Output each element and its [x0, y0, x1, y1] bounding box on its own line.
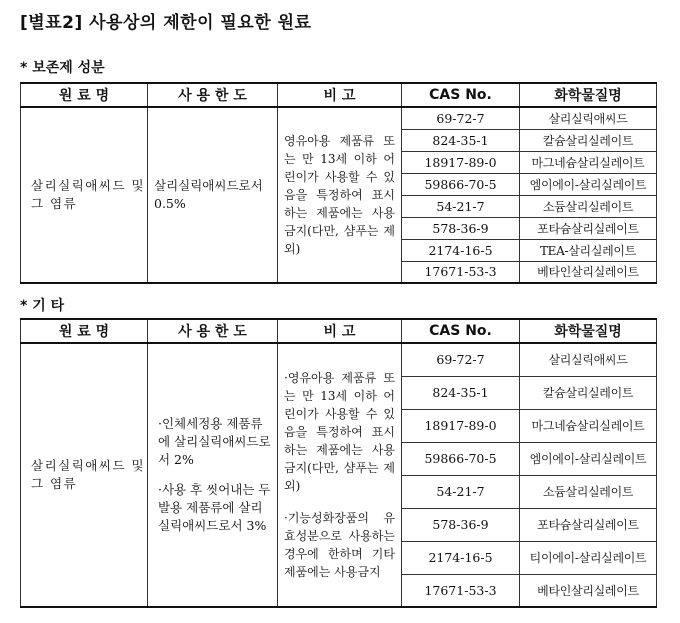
cas-cell: 18917-89-0 [402, 409, 520, 442]
note-cell [278, 343, 402, 607]
table-row [21, 343, 657, 376]
preservative-table [20, 82, 657, 284]
chemical-cell: 소듐살리실레이트 [520, 475, 657, 508]
chemical-cell: 마그네슘살리실레이트 [520, 409, 657, 442]
note-item: ·영유아용 제품류 또는 만 13세 이하 어린이가 사용할 수 있음을 특정하여 표시하는 제품에는 사용금지(다만, 샴푸는 제외) [284, 371, 395, 493]
cas-cell: 17671-53-3 [402, 574, 520, 607]
cas-cell: 2174-16-5 [402, 541, 520, 574]
table-header-row [21, 83, 657, 107]
chemical-cell: TEA-살리실레이트 [520, 239, 657, 261]
cas-cell: 54-21-7 [402, 475, 520, 508]
chemical-cell: 베타인살리실레이트 [520, 574, 657, 607]
other-table [20, 318, 657, 608]
section-heading-other: * 기 타 [20, 298, 65, 314]
table-row [21, 107, 657, 129]
chemical-cell: 칼슘살리실레이트 [520, 376, 657, 409]
header-cas: CAS No. [402, 319, 520, 343]
cas-cell: 578-36-9 [402, 508, 520, 541]
cas-cell: 824-35-1 [402, 129, 520, 151]
header-ingredient: 원 료 명 [21, 319, 148, 343]
cas-cell: 59866-70-5 [402, 442, 520, 475]
limit-cell [148, 343, 278, 607]
header-chemical: 화학물질명 [520, 319, 657, 343]
limit-item: ·인체세정용 제품류에 살리실릭애씨드로서 2% [158, 416, 271, 467]
chemical-cell: 엠이에이-살리실레이트 [520, 442, 657, 475]
header-chemical: 화학물질명 [520, 83, 657, 107]
chemical-cell: 소듐살리실레이트 [520, 195, 657, 217]
limit-item: ·사용 후 씻어내는 두발용 제품류에 살리실릭애씨드로서 3% [158, 482, 271, 533]
page-title: [별표2] 사용상의 제한이 필요한 원료 [20, 13, 312, 33]
ingredient-cell: 살리실릭애씨드 및 그 염류 [21, 343, 148, 607]
chemical-cell: 칼슘살리실레이트 [520, 129, 657, 151]
chemical-cell: 포타슘살리실레이트 [520, 508, 657, 541]
table-header-row [21, 319, 657, 343]
cas-cell: 54-21-7 [402, 195, 520, 217]
chemical-cell: 살리실릭애씨드 [520, 343, 657, 376]
note-item: ·기능성화장품의 유효성분으로 사용하는 경우에 한하며 기타 제품에는 사용금지 [284, 511, 395, 579]
cas-cell: 69-72-7 [402, 343, 520, 376]
header-ingredient: 원 료 명 [21, 83, 148, 107]
cas-cell: 17671-53-3 [402, 261, 520, 283]
cas-cell: 69-72-7 [402, 107, 520, 129]
chemical-cell: 살리실릭애씨드 [520, 107, 657, 129]
header-cas: CAS No. [402, 83, 520, 107]
chemical-cell: 포타슘살리실레이트 [520, 217, 657, 239]
cas-cell: 2174-16-5 [402, 239, 520, 261]
limit-cell: 살리실릭애씨드로서 0.5% [148, 107, 278, 283]
note-cell: 영유아용 제품류 또는 만 13세 이하 어린이가 사용할 수 있음을 특정하여 표시하는 제품에는 사용금지(다만, 샴푸는 제외) [278, 107, 402, 283]
cas-cell: 59866-70-5 [402, 173, 520, 195]
header-limit: 사 용 한 도 [148, 319, 278, 343]
header-note: 비 고 [278, 83, 402, 107]
chemical-cell: 티이에이-살리실레이트 [520, 541, 657, 574]
cas-cell: 824-35-1 [402, 376, 520, 409]
chemical-cell: 베타인살리실레이트 [520, 261, 657, 283]
cas-cell: 18917-89-0 [402, 151, 520, 173]
cas-cell: 578-36-9 [402, 217, 520, 239]
chemical-cell: 마그네슘살리실레이트 [520, 151, 657, 173]
ingredient-cell: 살리실릭애씨드 및 그 염류 [21, 107, 148, 283]
header-limit: 사 용 한 도 [148, 83, 278, 107]
section-heading-preservative: * 보존제 성분 [20, 60, 105, 76]
header-note: 비 고 [278, 319, 402, 343]
chemical-cell: 엠이에이-살리실레이트 [520, 173, 657, 195]
